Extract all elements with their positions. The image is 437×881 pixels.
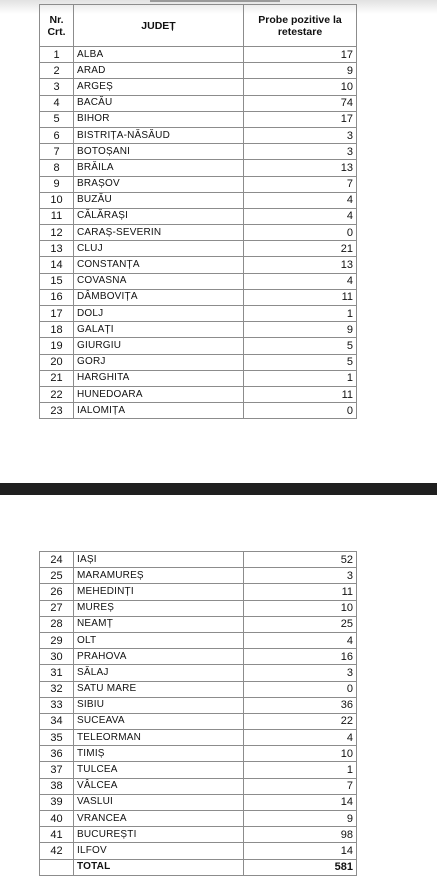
positive-count: 9 xyxy=(244,322,357,338)
retest-table-part-2 xyxy=(39,551,357,876)
table-row xyxy=(40,811,357,827)
row-number: 8 xyxy=(40,160,74,176)
county-name: NEAMȚ xyxy=(74,616,244,632)
table-row xyxy=(40,289,357,305)
table-row xyxy=(40,778,357,794)
positive-count: 52 xyxy=(244,552,357,568)
county-name: TIMIȘ xyxy=(74,746,244,762)
positive-count: 4 xyxy=(244,632,357,648)
county-name: TELEORMAN xyxy=(74,730,244,746)
county-name: IALOMIȚA xyxy=(74,403,244,419)
positive-count: 98 xyxy=(244,827,357,843)
positive-count: 11 xyxy=(244,386,357,402)
table-row xyxy=(40,681,357,697)
row-number: 11 xyxy=(40,208,74,224)
county-name: TULCEA xyxy=(74,762,244,778)
county-name: BUZĂU xyxy=(74,192,244,208)
row-number: 42 xyxy=(40,843,74,859)
row-number: 16 xyxy=(40,289,74,305)
header-county: JUDEȚ xyxy=(74,5,244,47)
positive-count: 7 xyxy=(244,176,357,192)
table-row xyxy=(40,111,357,127)
positive-count: 74 xyxy=(244,95,357,111)
table-row xyxy=(40,632,357,648)
positive-count: 1 xyxy=(244,762,357,778)
table-row xyxy=(40,354,357,370)
row-number: 20 xyxy=(40,354,74,370)
row-number: 32 xyxy=(40,681,74,697)
row-number: 15 xyxy=(40,273,74,289)
table-row xyxy=(40,225,357,241)
row-number: 13 xyxy=(40,241,74,257)
county-name: COVASNA xyxy=(74,273,244,289)
row-number: 18 xyxy=(40,322,74,338)
county-name: DÂMBOVIȚA xyxy=(74,289,244,305)
row-number: 19 xyxy=(40,338,74,354)
county-name: BRAȘOV xyxy=(74,176,244,192)
row-number: 40 xyxy=(40,811,74,827)
table-row xyxy=(40,746,357,762)
table-row xyxy=(40,127,357,143)
county-name: MEHEDINȚI xyxy=(74,584,244,600)
row-number: 38 xyxy=(40,778,74,794)
positive-count: 7 xyxy=(244,778,357,794)
row-number: 39 xyxy=(40,794,74,810)
row-number: 25 xyxy=(40,568,74,584)
table-row xyxy=(40,176,357,192)
county-name: BRĂILA xyxy=(74,160,244,176)
county-name: SATU MARE xyxy=(74,681,244,697)
county-name: CARAȘ-SEVERIN xyxy=(74,225,244,241)
positive-count: 3 xyxy=(244,568,357,584)
positive-count: 17 xyxy=(244,111,357,127)
top-rule xyxy=(150,0,280,2)
positive-count: 14 xyxy=(244,794,357,810)
table-row xyxy=(40,338,357,354)
header-nr-line1: Nr. xyxy=(49,13,64,26)
header-nr xyxy=(40,5,74,47)
county-name: VÂLCEA xyxy=(74,778,244,794)
positive-count: 5 xyxy=(244,354,357,370)
positive-count: 5 xyxy=(244,338,357,354)
row-number: 7 xyxy=(40,144,74,160)
table-body-part-2 xyxy=(40,552,357,860)
positive-count: 1 xyxy=(244,306,357,322)
positive-count: 9 xyxy=(244,63,357,79)
county-name: BISTRIȚA-NĂSĂUD xyxy=(74,127,244,143)
row-number: 28 xyxy=(40,616,74,632)
county-name: VASLUI xyxy=(74,794,244,810)
row-number: 26 xyxy=(40,584,74,600)
table-row xyxy=(40,257,357,273)
row-number: 6 xyxy=(40,127,74,143)
table-row xyxy=(40,273,357,289)
table-row xyxy=(40,241,357,257)
county-name: HUNEDOARA xyxy=(74,386,244,402)
row-number: 5 xyxy=(40,111,74,127)
table-row xyxy=(40,600,357,616)
positive-count: 10 xyxy=(244,79,357,95)
positive-count: 14 xyxy=(244,843,357,859)
table-row xyxy=(40,552,357,568)
row-number: 10 xyxy=(40,192,74,208)
table-row xyxy=(40,192,357,208)
row-number: 37 xyxy=(40,762,74,778)
total-value: 581 xyxy=(244,859,357,875)
positive-count: 11 xyxy=(244,584,357,600)
retest-table-part-1 xyxy=(39,4,357,419)
table-row xyxy=(40,827,357,843)
county-name: BOTOȘANI xyxy=(74,144,244,160)
positive-count: 13 xyxy=(244,257,357,273)
table-row xyxy=(40,665,357,681)
county-name: PRAHOVA xyxy=(74,649,244,665)
table-row xyxy=(40,208,357,224)
positive-count: 11 xyxy=(244,289,357,305)
positive-count: 21 xyxy=(244,241,357,257)
row-number: 31 xyxy=(40,665,74,681)
table-row xyxy=(40,730,357,746)
row-number: 14 xyxy=(40,257,74,273)
positive-count: 10 xyxy=(244,746,357,762)
row-number: 9 xyxy=(40,176,74,192)
row-number: 17 xyxy=(40,306,74,322)
table-row xyxy=(40,697,357,713)
county-name: GIURGIU xyxy=(74,338,244,354)
header-value: Probe pozitive la retestare xyxy=(244,5,357,47)
table-row xyxy=(40,762,357,778)
positive-count: 22 xyxy=(244,713,357,729)
county-name: MUREȘ xyxy=(74,600,244,616)
positive-count: 3 xyxy=(244,144,357,160)
table-row xyxy=(40,584,357,600)
row-number: 33 xyxy=(40,697,74,713)
county-name: VRANCEA xyxy=(74,811,244,827)
county-name: BACĂU xyxy=(74,95,244,111)
positive-count: 0 xyxy=(244,403,357,419)
county-name: SĂLAJ xyxy=(74,665,244,681)
row-number: 2 xyxy=(40,63,74,79)
table-row xyxy=(40,79,357,95)
table-body-part-1 xyxy=(40,47,357,419)
county-name: IAȘI xyxy=(74,552,244,568)
row-number: 24 xyxy=(40,552,74,568)
table-row xyxy=(40,616,357,632)
county-name: DOLJ xyxy=(74,306,244,322)
total-label: TOTAL xyxy=(74,859,244,875)
total-row xyxy=(40,859,357,875)
positive-count: 25 xyxy=(244,616,357,632)
county-name: ARAD xyxy=(74,63,244,79)
table-row xyxy=(40,47,357,63)
county-name: ARGEȘ xyxy=(74,79,244,95)
positive-count: 4 xyxy=(244,192,357,208)
table-row xyxy=(40,843,357,859)
county-name: CONSTANȚA xyxy=(74,257,244,273)
row-number: 35 xyxy=(40,730,74,746)
county-name: SUCEAVA xyxy=(74,713,244,729)
table-row xyxy=(40,649,357,665)
positive-count: 0 xyxy=(244,225,357,241)
county-name: ALBA xyxy=(74,47,244,63)
county-name: GORJ xyxy=(74,354,244,370)
positive-count: 16 xyxy=(244,649,357,665)
table-row xyxy=(40,794,357,810)
row-number: 23 xyxy=(40,403,74,419)
table-row xyxy=(40,568,357,584)
county-name: BIHOR xyxy=(74,111,244,127)
row-number: 41 xyxy=(40,827,74,843)
total-nr-cell xyxy=(40,859,74,875)
table-row xyxy=(40,386,357,402)
positive-count: 3 xyxy=(244,127,357,143)
positive-count: 1 xyxy=(244,370,357,386)
positive-count: 13 xyxy=(244,160,357,176)
table-header-row xyxy=(40,5,357,47)
positive-count: 9 xyxy=(244,811,357,827)
county-name: BUCUREȘTI xyxy=(74,827,244,843)
positive-count: 36 xyxy=(244,697,357,713)
positive-count: 17 xyxy=(244,47,357,63)
positive-count: 3 xyxy=(244,665,357,681)
table-row xyxy=(40,95,357,111)
row-number: 22 xyxy=(40,386,74,402)
table-row xyxy=(40,160,357,176)
positive-count: 10 xyxy=(244,600,357,616)
positive-count: 0 xyxy=(244,681,357,697)
table-row xyxy=(40,306,357,322)
page-separator xyxy=(0,483,437,495)
table-row xyxy=(40,713,357,729)
table-row xyxy=(40,144,357,160)
county-name: SIBIU xyxy=(74,697,244,713)
row-number: 36 xyxy=(40,746,74,762)
county-name: CLUJ xyxy=(74,241,244,257)
header-nr-line2: Crt. xyxy=(47,25,66,38)
row-number: 21 xyxy=(40,370,74,386)
positive-count: 4 xyxy=(244,730,357,746)
county-name: CĂLĂRAȘI xyxy=(74,208,244,224)
row-number: 29 xyxy=(40,632,74,648)
row-number: 27 xyxy=(40,600,74,616)
positive-count: 4 xyxy=(244,273,357,289)
row-number: 1 xyxy=(40,47,74,63)
county-name: ILFOV xyxy=(74,843,244,859)
table-row xyxy=(40,370,357,386)
row-number: 30 xyxy=(40,649,74,665)
row-number: 4 xyxy=(40,95,74,111)
county-name: HARGHITA xyxy=(74,370,244,386)
county-name: MARAMUREȘ xyxy=(74,568,244,584)
row-number: 12 xyxy=(40,225,74,241)
county-name: OLT xyxy=(74,632,244,648)
row-number: 34 xyxy=(40,713,74,729)
table-row xyxy=(40,403,357,419)
positive-count: 4 xyxy=(244,208,357,224)
table-row xyxy=(40,63,357,79)
table-row xyxy=(40,322,357,338)
row-number: 3 xyxy=(40,79,74,95)
county-name: GALAȚI xyxy=(74,322,244,338)
